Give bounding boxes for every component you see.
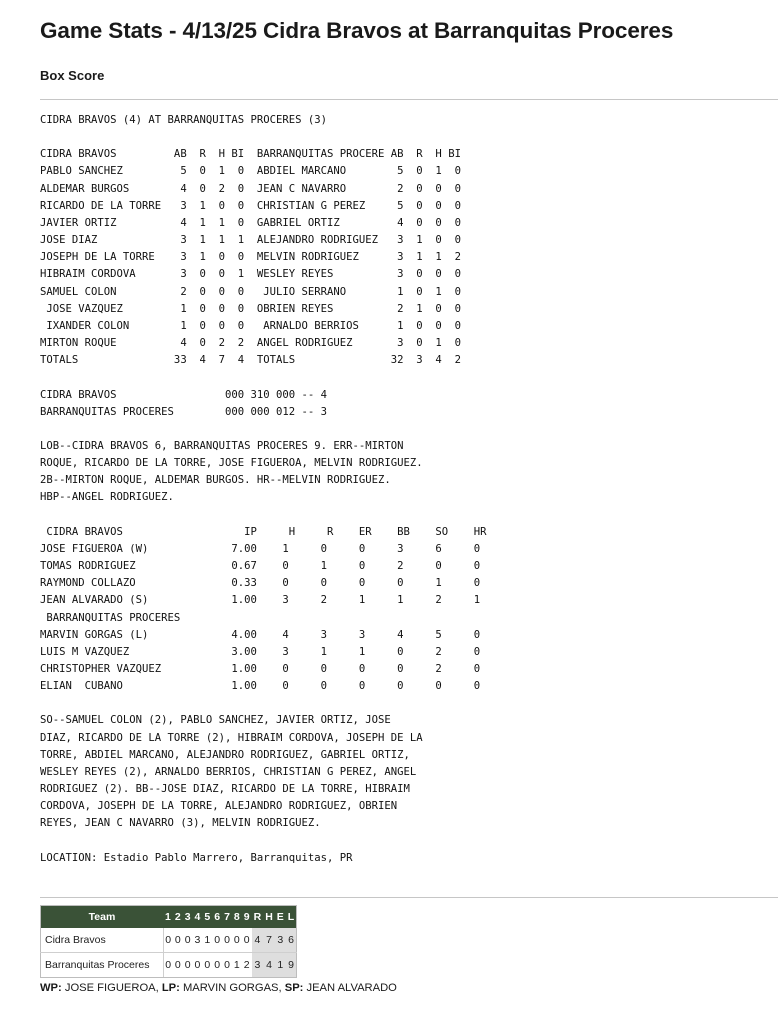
wp-label: WP: <box>40 982 62 994</box>
inning-score: 1 <box>232 953 242 978</box>
total-hits: 4 <box>263 953 275 978</box>
linescore-table <box>40 905 297 978</box>
header-inning-2: 2 <box>173 906 183 929</box>
total-lob: 6 <box>286 928 297 953</box>
inning-score: 0 <box>242 928 252 953</box>
inning-score: 0 <box>183 928 193 953</box>
total-runs: 4 <box>252 928 264 953</box>
linescore-header-row <box>41 906 297 929</box>
losing-pitcher: MARVIN GORGAS, <box>179 982 285 994</box>
header-inning-1: 1 <box>163 906 173 929</box>
inning-score: 0 <box>222 953 232 978</box>
total-runs: 3 <box>252 953 264 978</box>
table-row <box>41 953 297 978</box>
header-inning-7: 7 <box>222 906 232 929</box>
inning-score: 0 <box>193 953 203 978</box>
divider-top <box>40 99 778 100</box>
table-row <box>41 928 297 953</box>
header-lob: L <box>286 906 297 929</box>
divider-bottom <box>40 897 778 898</box>
sp-label: SP: <box>284 982 304 994</box>
winning-pitcher: JOSE FIGUEROA, <box>61 982 162 994</box>
inning-score: 2 <box>242 953 252 978</box>
box-score-text: CIDRA BRAVOS (4) AT BARRANQUITAS PROCERES (3) CIDRA BRAVOS AB R H BI BARRANQUITAS PROCERE AB R H BI PABLO SANCHEZ 5 0 1 0 ABDIEL MARCANO 5 0 1 0 ALDEMAR BURGOS 4 0 2 0 JEAN C NAVARRO 2 0 0 0 RICARDO DE LA TORRE 3 1 0 0 CHRISTIAN G PEREZ 5 0 0 0 JAVIER ORTIZ 4 1 1 0 GABRIEL ORTIZ 4 0 0 0 JOSE DIAZ 3 1 1 1 ALEJANDRO RODRIGUEZ 3 1 0 0 JOSEPH DE LA TORRE 3 1 0 0 MELVIN RODRIGUEZ 3 1 1 2 HIBRAIM CORDOVA 3 0 0 1 WESLEY REYES 3 0 0 0 SAMUEL COLON 2 0 0 0 JULIO SERRANO 1 0 1 0 JOSE VAZQUEZ 1 0 0 0 OBRIEN REYES 2 1 0 0 IXANDER COLON 1 0 0 0 ARNALDO BERRIOS 1 0 0 0 MIRTON ROQUE 4 0 2 2 ANGEL RODRIGUEZ 3 0 1 0 TOTALS 33 4 7 4 TOTALS 32 3 4 2 CIDRA BRAVOS 000 310 000 -- 4 BARRANQUITAS PROCERES 000 000 012 -- 3 LOB--CIDRA BRAVOS 6, BARRANQUITAS PROCERES 9. ERR--MIRTON ROQUE, RICARDO DE LA TORRE, JOSE FIGUEROA, MELVIN RODRIGUEZ. 2B--MIRTON ROQUE, ALDEMAR BURGOS. HR--MELVIN RODRIGUEZ. HBP--ANGEL RODRIGUEZ. CIDRA BRAVOS IP H R ER BB SO HR JOSE FIGUEROA (W) 7.00 1 0 0 3 6 0 TOMAS RODRIGUEZ 0.67 0 1 0 2 0 0 RAYMOND COLLAZO 0.33 0 0 0 0 1 0 JEAN ALVARADO (S) 1.00 3 2 1 1 2 1 BARRANQUITAS PROCERES MARVIN GORGAS (L) 4.00 4 3 3 4 5 0 LUIS M VAZQUEZ 3.00 3 1 1 0 2 0 CHRISTOPHER VAZQUEZ 1.00 0 0 0 0 2 0 ELIAN CUBANO 1.00 0 0 0 0 0 0 SO--SAMUEL COLON (2), PABLO SANCHEZ, JAVIER ORTIZ, JOSE DIAZ, RICARDO DE LA TORRE (2), HIBRAIM CORDOVA, JOSEPH DE LA TORRE, ABDIEL MARCANO, ALEJANDRO RODRIGUEZ, GABRIEL ORTIZ, WESLEY REYES (2), ARNALDO BERRIOS, CHRISTIAN G PEREZ, ANGEL RODRIGUEZ (2). BB--JOSE DIAZ, RICARDO DE LA TORRE, HIBRAIM CORDOVA, JOSEPH DE LA TORRE, ALEJANDRO RODRIGUEZ, OBRIEN REYES, JEAN C NAVARRO (3), MELVIN RODRIGUEZ. LOCATION: Estadio Pablo Marrero, Barranquitas, PR <box>40 114 487 864</box>
inning-score: 0 <box>212 953 222 978</box>
total-lob: 9 <box>286 953 297 978</box>
lp-label: LP: <box>161 982 180 994</box>
header-hits: H <box>263 906 275 929</box>
team-name: Cidra Bravos <box>41 928 164 953</box>
section-title-box-score: Box Score <box>40 68 105 83</box>
inning-score: 1 <box>202 928 212 953</box>
header-team: Team <box>41 906 164 929</box>
inning-score: 3 <box>193 928 203 953</box>
total-errors: 1 <box>275 953 286 978</box>
header-errors: E <box>275 906 286 929</box>
total-hits: 7 <box>263 928 275 953</box>
inning-score: 0 <box>173 928 183 953</box>
page-title: Game Stats - 4/13/25 Cidra Bravos at Barranquitas Proceres <box>40 18 674 43</box>
total-errors: 3 <box>275 928 286 953</box>
inning-score: 0 <box>163 928 173 953</box>
header-runs: R <box>252 906 264 929</box>
inning-score: 0 <box>163 953 173 978</box>
team-name: Barranquitas Proceres <box>41 953 164 978</box>
header-inning-6: 6 <box>212 906 222 929</box>
inning-score: 0 <box>173 953 183 978</box>
header-inning-3: 3 <box>183 906 193 929</box>
pitchers-of-record <box>40 982 397 994</box>
inning-score: 0 <box>212 928 222 953</box>
header-inning-4: 4 <box>193 906 203 929</box>
header-inning-8: 8 <box>232 906 242 929</box>
inning-score: 0 <box>232 928 242 953</box>
save-pitcher: JEAN ALVARADO <box>303 982 397 994</box>
header-inning-5: 5 <box>202 906 212 929</box>
inning-score: 0 <box>202 953 212 978</box>
header-inning-9: 9 <box>242 906 252 929</box>
inning-score: 0 <box>222 928 232 953</box>
inning-score: 0 <box>183 953 193 978</box>
